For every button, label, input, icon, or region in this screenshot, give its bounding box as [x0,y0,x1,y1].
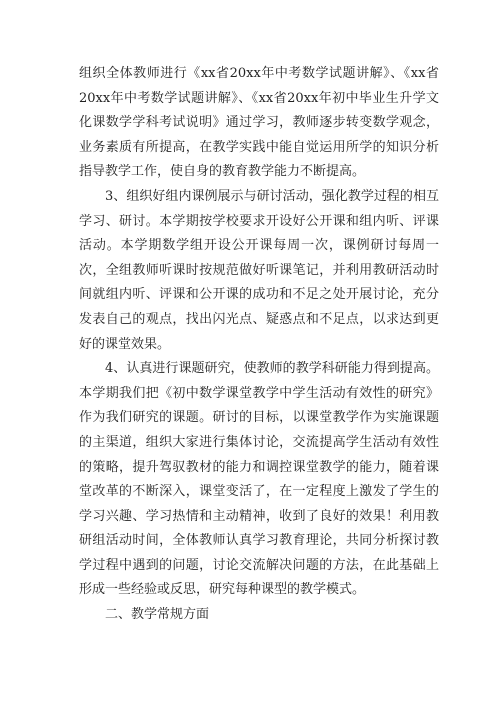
paragraph-item-4: 4、认真进行课题研究，使教师的教学科研能力得到提高。本学期我们把《初中数学课堂教学中学生活动有效性的研究》作为我们研究的课题。研讨的目标，以课堂教学作为实施课题的主渠道，组织大家进行集体讨论，交流提高学生活动有效性的策略，提升驾驭教材的能力和调控课堂教学的能力，随着课堂改革的不断深入，课堂变活了，在一定程度上激发了学生的学习兴趣、学习热情和主动精神，收到了良好的效果！利用教研组活动时间，全体教师认真学习教育理论，共同分析探讨教学过程中遇到的问题，讨论交流解决问题的方法，在此基础上形成一些经验或反思，研究每种课型的教学模式。 [79,361,439,598]
paragraph-continuation: 组织全体教师进行《xx省20xx年中考数学试题讲解》、《xx省20xx年中考数学试题讲解》、《xx省20xx年初中毕业生升学文化课数学学科考试说明》通过学习，教师逐步转变数学观念，业务素质有所提高，在教学实践中能自觉运用所学的知识分析指导教学工作，使自身的教育教学能力不断提高。 [79,66,439,180]
paragraph-item-3: 3、组织好组内课例展示与研讨活动，强化教学过程的相互学习、研讨。本学期按学校要求开设好公开课和组内听、评课活动。本学期数学组开设公开课每周一次，课例研讨每周一次，全组教师听课时按规范做好听课笔记，并利用教研活动时间就组内听、评课和公开课的成功和不足之处开展讨论，充分发表自己的观点，找出闪光点、疑惑点和不足点，以求达到更好的课堂效果。 [79,188,439,352]
document-body [79,62,439,628]
section-heading: 二、教学常规方面 [105,607,210,623]
